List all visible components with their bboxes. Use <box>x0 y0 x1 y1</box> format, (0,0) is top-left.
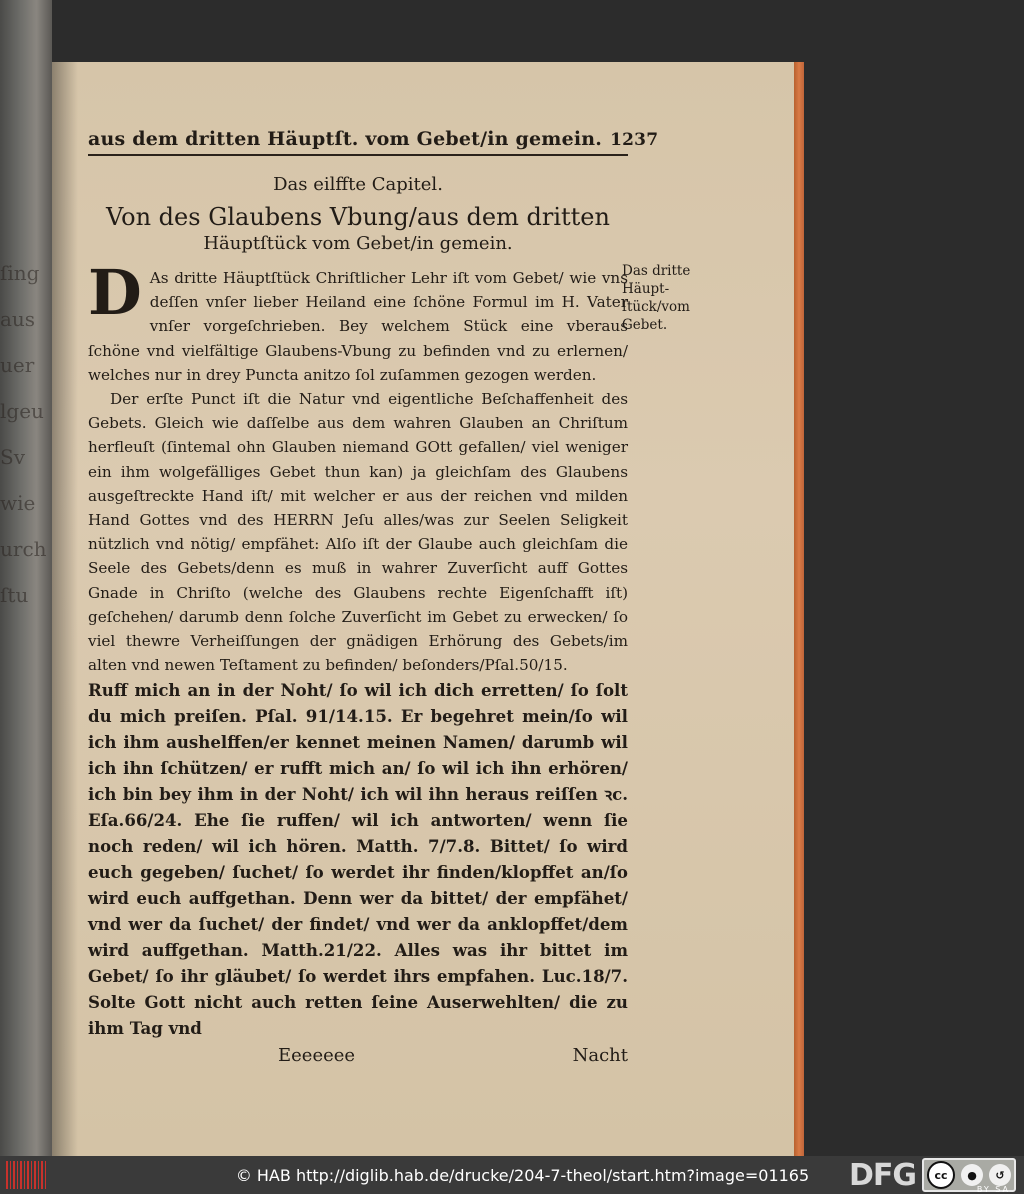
license-labels: BY SA <box>976 1185 1010 1194</box>
fragment: Sv <box>0 445 25 469</box>
signature-mark: Eeeeeee <box>278 1045 356 1067</box>
fragment: ſtu <box>0 583 29 607</box>
paragraph-1-text: As dritte Häuptſtück Chriſtlicher Lehr iſt vom Gebet/ wie vns deſſen vnſer lieber Heiland eine ſchöne Formul im H. Vater vnſer vorgeſchrieben. Bey welchem Stück eine vberaus ſchöne vnd vielfältige Glaubens-Vbung zu befinden vnd zu erlernen/ welches nur in drey Puncta anitzo ſol zuſammen gezogen werden. <box>88 269 628 384</box>
running-head-text: aus dem dritten Häuptſt. vom Gebet/in gemein. <box>88 128 603 150</box>
previous-page-text-fragments <box>0 250 50 618</box>
fragment: uer <box>0 353 35 377</box>
margin-note: Das dritte Häupt-ſtück/vom Gebet. <box>622 263 691 333</box>
chapter-title-line2: Häuptſtück vom Gebet/in gemein. <box>203 233 513 254</box>
chapter-title-line1: Von des Glaubens Vbung/aus dem dritten <box>106 203 610 231</box>
body-text <box>88 256 628 1041</box>
paragraph-3: Ruff mich an in der Noht/ ſo wil ich dich erretten/ ſo ſolt du mich preiſen. Pſal. 91/14.15. Er begehret mein/ſo wil ich ihm aushelffen/er kennet meinen Namen/ darumb wil ich ihn ſchützen/ er rufft mich an/ ſo wil ich ihn erhören/ ich bin bey ihm in der Noht/ ich wil ihn heraus reiſſen ꝛc. Eſa.66/24. Ehe ſie ruffen/ wil ich antworten/ wenn ſie noch reden/ wil ich hören. Matth. 7/7.8. Bittet/ ſo wird euch gegeben/ ſuchet/ ſo werdet ihr finden/klopffet an/ſo wird euch auffgethan. Denn wer da bittet/ der empfähet/ vnd wer da ſuchet/ der findet/ vnd wer da anklopffet/dem wird auffgethan. Matth.21/22. Alles was ihr bittet im Gebet/ ſo ihr gläubet/ ſo werdet ihrs empfahen. Luc.18/7. Solte Gott nicht auch retten ſeine Auserwehlten/ die zu ihm Tag vnd <box>88 680 628 1039</box>
barcode-icon <box>6 1161 46 1189</box>
dfg-logo: DFG <box>848 1157 916 1193</box>
sa-icon: ↺ <box>989 1164 1011 1186</box>
fragment: lgeu <box>0 399 44 423</box>
page-number: 1237 <box>610 130 659 150</box>
catchword: Nacht <box>572 1045 628 1067</box>
fragment: ſing <box>0 261 40 285</box>
running-head <box>88 128 659 156</box>
red-page-edge <box>794 62 804 1156</box>
drop-cap: D <box>88 256 142 329</box>
fragment: aus <box>0 307 36 331</box>
viewer-footer <box>0 1156 1024 1194</box>
fragment: urch <box>0 537 47 561</box>
gutter-shadow <box>52 62 78 1156</box>
fragment: wie <box>0 491 36 515</box>
page-footer-line <box>88 1045 628 1066</box>
cc-icon: cc <box>927 1161 955 1189</box>
paragraph-1 <box>88 256 628 387</box>
chapter-heading: Das eilffte Capitel. <box>273 174 443 195</box>
copyright-link[interactable]: © HAB http://diglib.hab.de/drucke/204-7-theol/start.htm?image=01165 <box>235 1165 810 1185</box>
paragraph-2: Der erſte Punct iſt die Natur vnd eigentliche Beſchaffenheit des Gebets. Gleich wie daſſelbe aus dem wahren Glauben an Chriſtum herfleuſt (ſintemal ohn Glauben niemand GOtt gefallen/ viel weniger ein ihm wolgefälliges Gebet thun kan) ja gleichſam des Glaubens ausgeſtreckte Hand iſt/ mit welcher er aus der reichen vnd milden Hand Gottes vnd des HERRN Jeſu alles/was zur Seelen Seligkeit nützlich vnd nötig/ empfähet: Alſo iſt der Glaube auch gleichſam die Seele des Gebets/denn es muß in wahrer Zuverſicht auff Gottes Gnade in Chriſto (welche des Glaubens rechte Eigenſchafft iſt) geſchehen/ darumb denn ſolche Zuverſicht im Gebet zu erwecken/ ſo viel thewre Verheiſſungen der gnädigen Erhörung des Gebets/im alten vnd newen Teſtament zu befinden/ beſonders/Pſal.50/15. <box>88 390 628 675</box>
by-icon: ● <box>961 1164 983 1186</box>
